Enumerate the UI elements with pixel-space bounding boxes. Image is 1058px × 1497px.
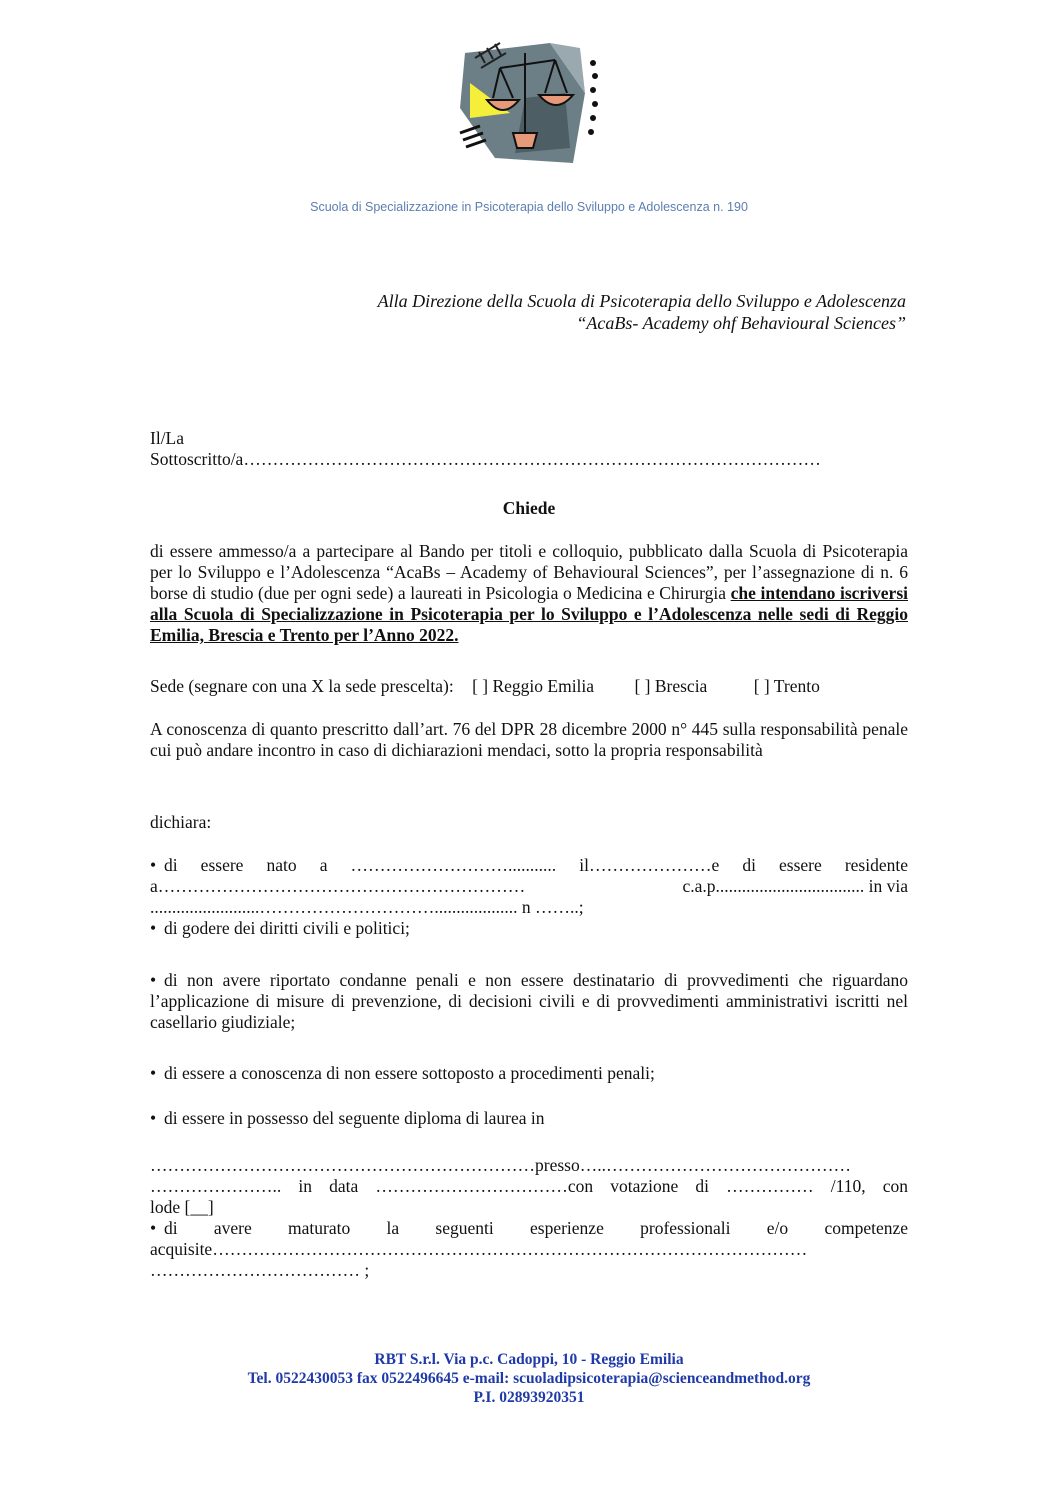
sede-option-reggio-emilia[interactable]: [ ] Reggio Emilia — [472, 676, 595, 696]
request-paragraph — [150, 541, 908, 646]
experience-line-1 — [150, 1218, 908, 1239]
request-text: di essere ammesso/a a partecipare al Bando per titoli e colloquio, pubblicato dalla Scuola di Psicoterapia per lo Sviluppo e l’Adolescenza “AcaBs – Academy of Behavioural Sciences”, per l’assegnazione di n. 6 borse di studio (due per ogni sede) a laureati in Psicologia o Medicina e Chirurgia — [150, 541, 908, 603]
footer-phone-email: Tel. 0522430053 fax 0522496645 e-mail: scuoladipsicoterapia@scienceandmethod.org — [247, 1370, 811, 1387]
request-emphasis: che intendano iscriversi alla Scuola di Specializzazione in Psicoterapia per lo Sviluppo e l’Adolescenza nelle sedi di Reggio Emilia, Brescia e Trento per l’Anno 2022. — [150, 583, 908, 645]
footer-company: RBT S.r.l. Via p.c. Cadoppi, 10 - Reggio Emilia — [374, 1351, 684, 1368]
experience-line-3: ……………………………… ; — [150, 1260, 370, 1280]
birth-line-2 — [150, 876, 908, 897]
degree-details — [150, 1155, 908, 1281]
degree-intro-text: di essere in possesso del seguente diploma di laurea in — [164, 1108, 545, 1128]
bullet-icon: • — [150, 855, 157, 875]
school-name-line: Scuola di Specializzazione in Psicoterapia dello Sviluppo e Adolescenza n. 190 — [310, 200, 748, 214]
footer-contacts — [0, 1350, 1058, 1407]
residence-field: a……………………………………………………… — [150, 876, 526, 896]
no-proceedings-text: di essere a conoscenza di non essere sottoposto a procedimenti penali; — [164, 1063, 655, 1083]
bullet-icon: • — [150, 1063, 157, 1083]
applicant-block — [150, 428, 908, 470]
scales-of-justice-logo — [455, 38, 605, 168]
applicant-line-1: Il/La — [150, 428, 185, 448]
no-convictions-text: di non avere riportato condanne penali e non essere destinatario di provvedimenti che riguardano l’applicazione di misure di prevenzione, di decisioni civili e di provvedimenti amministrativi iscritti nel casellario giudiziale; — [150, 970, 908, 1032]
recipient-line-2: “AcaBs- Academy ohf Behavioural Sciences” — [576, 313, 906, 333]
recipient-line-1: Alla Direzione della Scuola di Psicoterapia dello Sviluppo e Adolescenza — [377, 291, 906, 311]
awareness-paragraph: A conoscenza di quanto prescritto dall’art. 76 del DPR 28 dicembre 2000 n° 445 sulla responsabilità penale cui può andare incontro in caso di dichiarazioni mendaci, sotto la propria responsabilità — [150, 719, 908, 760]
degree-line-1: …………………………………………………………presso…..…………………………………… — [150, 1155, 851, 1175]
degree-line-2: ………………….. in data ……………………………con votazione di …………… /110, con — [150, 1176, 908, 1196]
bullet-icon: • — [150, 970, 157, 990]
sede-option-trento[interactable]: [ ] Trento — [753, 676, 820, 696]
birth-line-1 — [150, 855, 908, 876]
degree-line-3: lode [__] — [150, 1197, 214, 1217]
bullet-icon: • — [150, 918, 157, 938]
experience-intro-text: di avere maturato la seguenti esperienze professionali e/o competenze — [164, 1218, 908, 1238]
applicant-name-field: Sottoscritto/a……………………………………………………………………………………… — [150, 449, 821, 469]
birth-place-field: di essere nato a ………………………........... il…………………e di essere residente — [164, 855, 908, 875]
declares-label: dichiara: — [150, 812, 212, 832]
experience-line-2: acquisite………………………………………………………………………………………… — [150, 1239, 808, 1259]
declaration-birth-residence — [150, 855, 908, 939]
bullet-icon: • — [150, 1218, 157, 1238]
civil-rights-line — [150, 918, 908, 939]
declaration-no-convictions — [150, 970, 908, 1033]
cap-street-field: c.a.p.................................. in via — [682, 876, 908, 896]
sede-option-brescia[interactable]: [ ] Brescia — [634, 676, 708, 696]
request-heading: Chiede — [502, 498, 556, 518]
bullet-icon: • — [150, 1108, 157, 1128]
declaration-no-proceedings — [150, 1063, 908, 1084]
declaration-degree-intro — [150, 1108, 908, 1129]
sede-selection — [150, 676, 908, 697]
footer-vat: P.I. 02893920351 — [473, 1389, 585, 1406]
sede-label: Sede (segnare con una X la sede prescelta): — [150, 676, 454, 696]
civil-rights-text: di godere dei diritti civili e politici; — [164, 918, 410, 938]
recipient-address — [378, 290, 906, 334]
birth-line-3: .........................…………………………................... n ……..; — [150, 897, 584, 917]
